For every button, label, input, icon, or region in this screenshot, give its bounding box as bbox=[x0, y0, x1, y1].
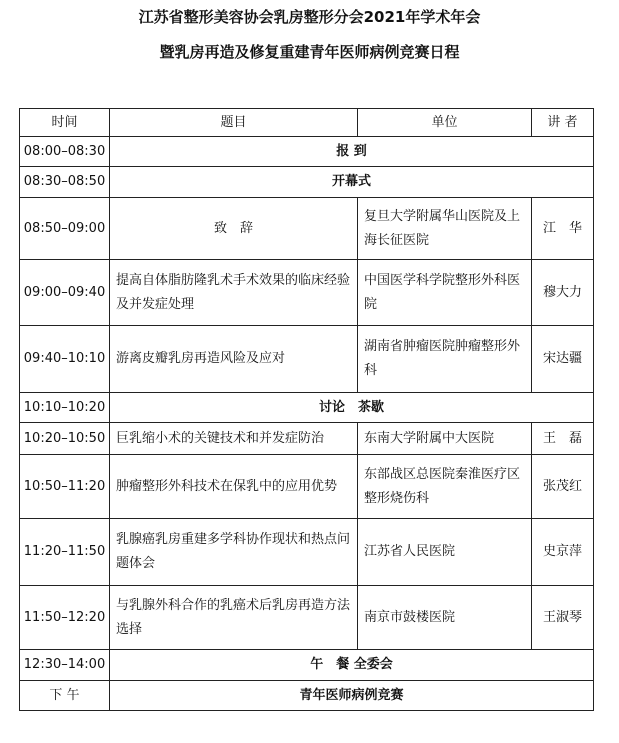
table-row bbox=[20, 586, 594, 650]
event-cell: 报 到 bbox=[110, 137, 594, 167]
table-row bbox=[20, 650, 594, 681]
header-speaker: 讲 者 bbox=[532, 109, 594, 137]
table-header-row bbox=[20, 109, 594, 137]
table-row bbox=[20, 260, 594, 326]
header-topic: 题目 bbox=[110, 109, 358, 137]
event-cell: 讨论 茶歇 bbox=[110, 393, 594, 423]
table-row bbox=[20, 326, 594, 393]
header-unit: 单位 bbox=[358, 109, 532, 137]
event-cell: 青年医师病例竞赛 bbox=[110, 681, 594, 711]
time-cell: 10:10–10:20 bbox=[20, 393, 110, 423]
speaker-cell: 宋达疆 bbox=[532, 326, 594, 393]
time-cell: 08:00–08:30 bbox=[20, 137, 110, 167]
topic-cell: 提高自体脂肪隆乳术手术效果的临床经验及并发症处理 bbox=[110, 260, 358, 326]
table-row bbox=[20, 519, 594, 586]
time-cell: 下 午 bbox=[20, 681, 110, 711]
table-row bbox=[20, 198, 594, 260]
table-row bbox=[20, 681, 594, 711]
document-subtitle: 暨乳房再造及修复重建青年医师病例竞赛日程 bbox=[159, 43, 460, 61]
time-cell: 11:20–11:50 bbox=[20, 519, 110, 586]
schedule-table bbox=[19, 108, 594, 711]
unit-cell: 江苏省人民医院 bbox=[358, 519, 532, 586]
unit-cell: 南京市鼓楼医院 bbox=[358, 586, 532, 650]
unit-cell: 东南大学附属中大医院 bbox=[358, 423, 532, 455]
speaker-cell: 穆大力 bbox=[532, 260, 594, 326]
speaker-cell: 王淑琴 bbox=[532, 586, 594, 650]
speaker-cell: 王 磊 bbox=[532, 423, 594, 455]
event-cell: 开幕式 bbox=[110, 167, 594, 198]
table-row bbox=[20, 167, 594, 198]
topic-cell: 与乳腺外科合作的乳癌术后乳房再造方法选择 bbox=[110, 586, 358, 650]
table-row bbox=[20, 455, 594, 519]
speaker-cell: 史京萍 bbox=[532, 519, 594, 586]
table-row bbox=[20, 393, 594, 423]
time-cell: 09:00–09:40 bbox=[20, 260, 110, 326]
time-cell: 12:30–14:00 bbox=[20, 650, 110, 681]
unit-cell: 中国医学科学院整形外科医院 bbox=[358, 260, 532, 326]
time-cell: 10:20–10:50 bbox=[20, 423, 110, 455]
topic-cell: 致 辞 bbox=[110, 198, 358, 260]
time-cell: 11:50–12:20 bbox=[20, 586, 110, 650]
topic-cell: 游离皮瓣乳房再造风险及应对 bbox=[110, 326, 358, 393]
speaker-cell: 江 华 bbox=[532, 198, 594, 260]
unit-cell: 复旦大学附属华山医院及上海长征医院 bbox=[358, 198, 532, 260]
event-cell: 午 餐 全委会 bbox=[110, 650, 594, 681]
time-cell: 09:40–10:10 bbox=[20, 326, 110, 393]
topic-cell: 肿瘤整形外科技术在保乳中的应用优势 bbox=[110, 455, 358, 519]
unit-cell: 湖南省肿瘤医院肿瘤整形外科 bbox=[358, 326, 532, 393]
header-time: 时间 bbox=[20, 109, 110, 137]
table-row bbox=[20, 137, 594, 167]
topic-cell: 乳腺癌乳房重建多学科协作现状和热点问题体会 bbox=[110, 519, 358, 586]
speaker-cell: 张茂红 bbox=[532, 455, 594, 519]
table-row bbox=[20, 423, 594, 455]
topic-cell: 巨乳缩小术的关键技术和并发症防治 bbox=[110, 423, 358, 455]
time-cell: 10:50–11:20 bbox=[20, 455, 110, 519]
document-title: 江苏省整形美容协会乳房整形分会2021年学术年会 bbox=[138, 8, 481, 26]
time-cell: 08:50–09:00 bbox=[20, 198, 110, 260]
unit-cell: 东部战区总医院秦淮医疗区整形烧伤科 bbox=[358, 455, 532, 519]
time-cell: 08:30–08:50 bbox=[20, 167, 110, 198]
